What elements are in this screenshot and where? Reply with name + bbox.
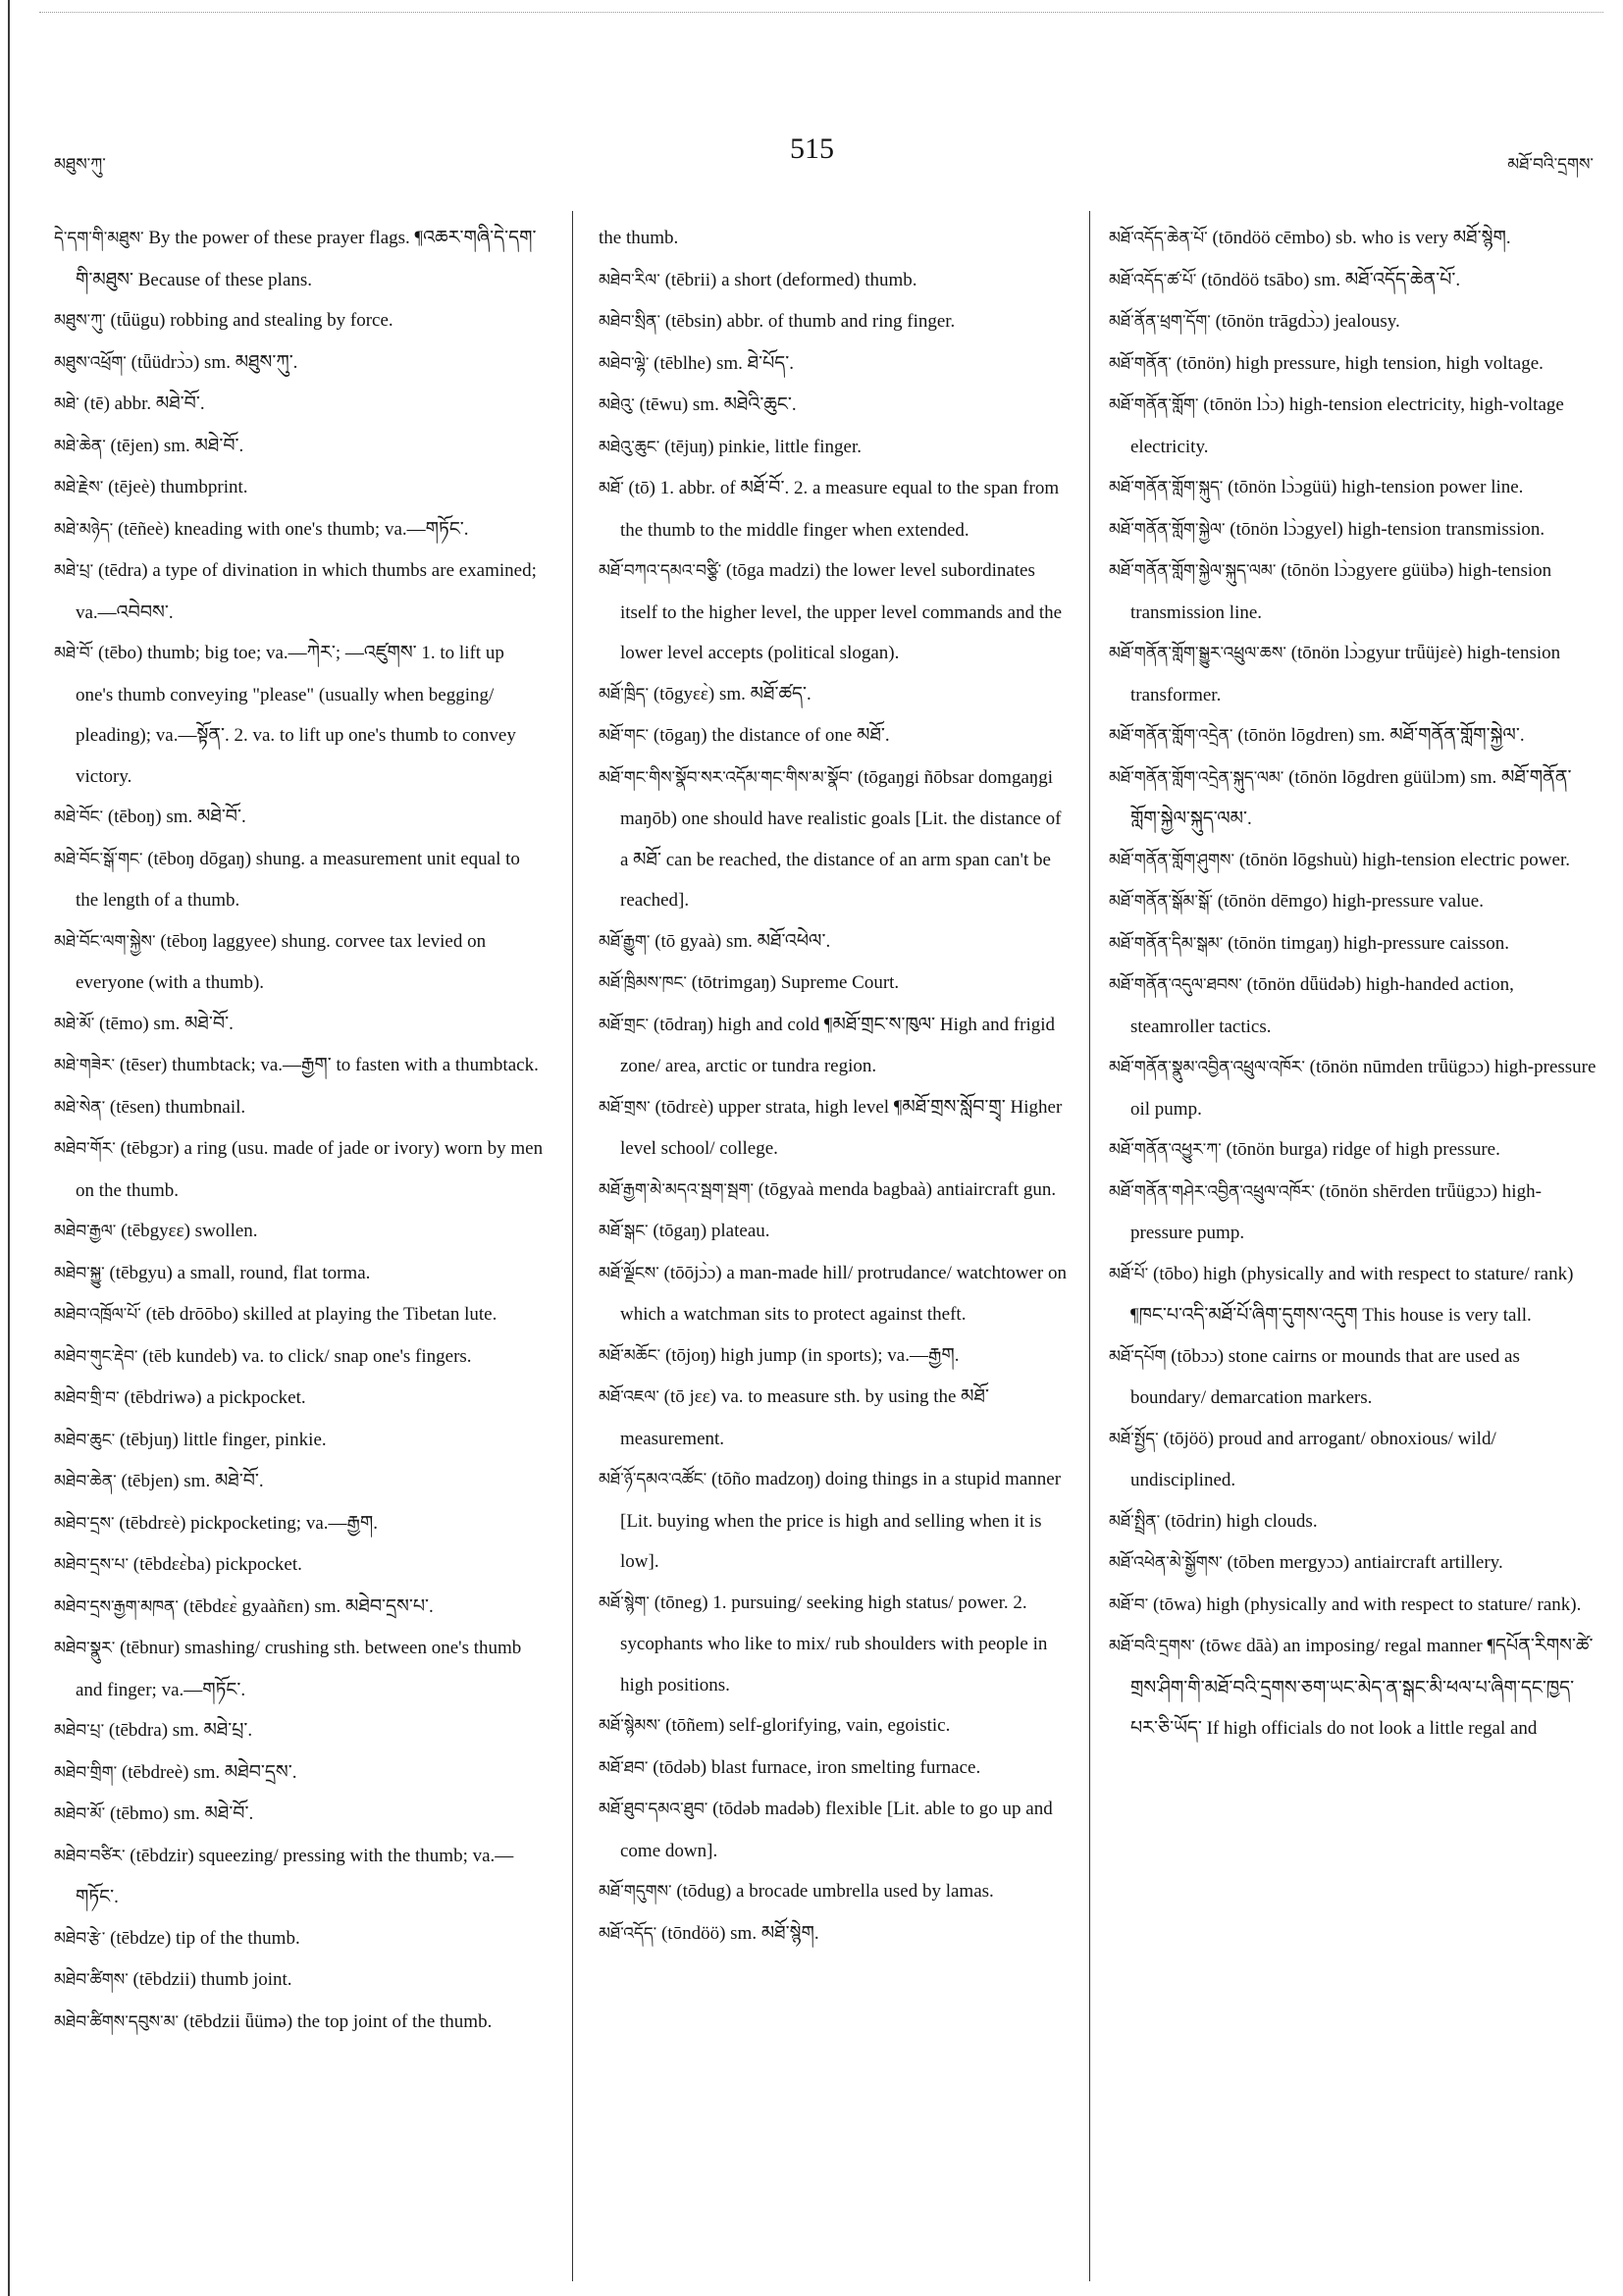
entry-definition: (tō) 1. abbr. of མཐོ་བོ་. 2. a measure equal to the span from the thumb to the middle finger when extended. — [620, 478, 1060, 541]
dictionary-entry — [599, 1211, 1072, 1253]
entry-headword: མཐེ་མཉེད་ — [54, 519, 114, 540]
entry-headword: མཐེབ་དྲས་རྒྱག་མཁན་ — [54, 1596, 179, 1617]
entry-headword: མཐོ་རྒྱུག་ — [599, 931, 651, 952]
entry-definition: (tōdəb madəb) flexible [Lit. able to go up and come down]. — [620, 1799, 1053, 1861]
entry-definition: (tēbdze) tip of the thumb. — [105, 1927, 300, 1949]
entry-definition: (tēbdɛɛ̀ gyaàñɛn) sm. མཐེབ་དྲས་པ་. — [178, 1595, 434, 1617]
dictionary-entry — [54, 550, 545, 633]
entry-headword: མཐེ་བོང་ — [54, 808, 104, 827]
entry-definition: (tōnön) high pressure, high tension, high voltage. — [1172, 352, 1544, 374]
entry-definition: (tēbgyu) a small, round, flat torma. — [104, 1262, 371, 1283]
entry-headword: མཐོ་འཕེན་མེ་སྒྱོགས་ — [1109, 1553, 1223, 1573]
dictionary-entry — [599, 427, 1072, 469]
page-binding-edge — [8, 0, 10, 2296]
entry-definition: (tēsen) thumbnail. — [105, 1096, 246, 1118]
entry-headword: མཐོ་གྲང་ — [599, 1015, 650, 1035]
entry-headword: མཐོ་ཁྲིད་ — [599, 684, 650, 704]
dictionary-entry — [1109, 633, 1599, 715]
entry-definition: (tōgyaà menda bagbaà) antiaircraft gun. — [754, 1178, 1057, 1200]
entry-definition: (tōnön dēmgo) high-pressure value. — [1213, 891, 1484, 912]
dictionary-entry — [54, 1294, 545, 1336]
entry-headword: མཐོ་གནོན་འཕྱུར་ཀ་ — [1109, 1140, 1222, 1160]
dictionary-entry — [599, 1335, 1072, 1378]
dictionary-entry — [54, 1959, 545, 2002]
entry-definition: (tōdrin) high clouds. — [1160, 1510, 1318, 1532]
entry-headword: མཐེབ་པྲ་ — [54, 1721, 105, 1741]
dictionary-entry — [54, 300, 545, 342]
entry-definition: (tōndöö cēmbo) sb. who is very མཐོ་སྙེག. — [1207, 228, 1511, 248]
entry-definition: (tōgaŋ) the distance of one མཐོ་. — [649, 725, 890, 746]
dictionary-entry — [1109, 1254, 1599, 1336]
entry-definition: (tōgyɛɛ̀) sm. མཐོ་ཚད་. — [649, 683, 812, 704]
entry-definition: (tōbɔɔ) stone cairns or mounds that are used as boundary/ demarcation markers. — [1130, 1345, 1520, 1408]
dictionary-entry — [54, 1045, 545, 1087]
entry-headword: མཐེབ་མོ་ — [54, 1804, 106, 1824]
entry-headword: མཐེ་སེན་ — [54, 1097, 106, 1118]
entry-definition: (tōbo) high (physically and with respect to stature/ rank) ¶ཁང་པ་འདི་མཐོ་པོ་ཞིག་དུགས་འདུག This house is very tall. — [1130, 1263, 1574, 1326]
entry-headword: མཐོ་སྙེག་ — [599, 1592, 650, 1613]
entry-headword: མཐོ་སྒང་ — [599, 1222, 649, 1241]
entry-definition: (tōnön timgaŋ) high-pressure caisson. — [1223, 932, 1510, 954]
entry-headword: མཐོ་ནོན་ཕྲག་དོག་ — [1109, 312, 1211, 332]
entry-headword: མཐེབ་ཚིགས་ — [54, 1970, 129, 1990]
dictionary-entry — [599, 1583, 1072, 1706]
dictionary-entry — [54, 426, 545, 468]
dictionary-entry — [54, 1503, 545, 1545]
running-head-left: མཐུས་ཀུ་ — [54, 155, 106, 175]
entry-headword: མཐེའུ་ — [599, 395, 635, 415]
entry-definition: (tōwɛ dāà) an imposing/ regal manner ¶དཔོན་རིགས་ཚེ་གྲས་ཤིག་གི་མཐོ་བའི་དྲགས་ཅག་ཡང་མེད་ན་སྒང་མི་ཕལ་པ་ཞིག་དང་ཁྱད་པར་ཅི་ཡོད་ If high officials do not look a little regal and — [1130, 1636, 1594, 1739]
entry-definition: (tēbnur) smashing/ crushing sth. between one's thumb and finger; va.—གཏོང་. — [76, 1638, 522, 1700]
entry-headword: མཐེབ་བཙིར་ — [54, 1846, 126, 1866]
entry-definition: (tō jɛɛ) va. to measure sth. by using the མཐོ་ measurement. — [620, 1386, 989, 1449]
entry-definition: (tējen) sm. མཐེ་བོ་. — [105, 435, 244, 456]
dictionary-entry — [1109, 301, 1599, 343]
entry-headword: མཐེ་ — [54, 394, 79, 414]
dictionary-entry — [1109, 1172, 1599, 1254]
entry-definition: (tōnön lɔ̀ɔ) high-tension electricity, high-voltage electricity. — [1130, 394, 1564, 457]
entry-definition: (tōgaŋgi ñōbsar domgaŋgi maŋōb) one should have realistic goals [Lit. the distance of a མཐོ་ can be reached, the distance of an arm span can't be reached]. — [620, 766, 1062, 911]
entry-definition: (tēboŋ laggyee) shung. corvee tax levied on everyone (with a thumb). — [76, 930, 487, 993]
entry-headword: མཐོ་ཉོ་དམའ་འཚོང་ — [599, 1470, 707, 1489]
dictionary-entry — [54, 1836, 545, 1918]
entry-definition: (tōnön nūmden trǖügɔɔ) high-pressure oil pump. — [1130, 1057, 1597, 1120]
entry-headword: མཐོ་འདོད་ཆེན་པོ་ — [1109, 229, 1208, 248]
entry-headword: མཐོ་གནོན་གློག་སྐྱེལ་སྐུད་ལམ་ — [1109, 561, 1277, 581]
entry-headword: མཐེབ་ཆུང་ — [54, 1430, 116, 1450]
dictionary-column-3 — [1109, 218, 1599, 2278]
dictionary-entry — [54, 1087, 545, 1129]
dictionary-entry — [1109, 1501, 1599, 1543]
entry-headword: མཐེ་རྗེས་ — [54, 478, 104, 497]
dictionary-entry — [54, 218, 545, 300]
entry-headword: མཐེབ་རྒྱལ་ — [54, 1222, 117, 1241]
dictionary-entry — [1109, 1585, 1599, 1627]
entry-headword: མཐོ་གནོན་འདུལ་ཐབས་ — [1109, 975, 1242, 995]
entry-headword: མཐོ་ལྗོངས་ — [599, 1263, 659, 1283]
dictionary-entry — [1109, 881, 1599, 923]
entry-definition: (tōdug) a brocade umbrella used by lamas. — [671, 1881, 994, 1902]
dictionary-entry — [599, 1005, 1072, 1087]
dictionary-entry — [599, 218, 1072, 260]
entry-definition: (tēser) thumbtack; va.—རྒྱག་ to fasten with a thumbtack. — [115, 1055, 539, 1075]
entry-headword: མཐོ་མཆོང་ — [599, 1345, 661, 1366]
page-number: 515 — [790, 132, 834, 165]
entry-definition: (tēbsin) abbr. of thumb and ring finger. — [660, 311, 956, 332]
dictionary-entry — [1109, 385, 1599, 467]
dictionary-entry — [599, 757, 1072, 921]
entry-definition: (tōnön shērden trǖügɔɔ) high-pressure pump. — [1130, 1180, 1542, 1243]
dictionary-entry — [54, 1336, 545, 1379]
entry-definition: (tōdraŋ) high and cold ¶མཐོ་གྲང་ས་ཁུལ་ High and frigid zone/ area, arctic or tundra region. — [620, 1014, 1056, 1076]
dictionary-entry — [1109, 1129, 1599, 1172]
dictionary-entry — [599, 1705, 1072, 1748]
entry-headword: མཐེ་བོ་ — [54, 644, 94, 663]
entry-headword: མཐུས་འཕྲོག་ — [54, 352, 127, 373]
entry-definition: (tēbdzii) thumb joint. — [128, 1969, 292, 1990]
top-scan-edge — [39, 12, 1603, 13]
entry-headword: མཐོ་གནོན་གློག་སྒྱུར་འཕྲུལ་ཆས་ — [1109, 644, 1286, 663]
dictionary-entry — [599, 1377, 1072, 1459]
dictionary-entry — [599, 1748, 1072, 1790]
entry-definition: (tōnön lɔ̀ɔgüü) high-tension power line. — [1223, 477, 1524, 497]
entry-definition: the thumb. — [599, 228, 679, 248]
dictionary-entry — [54, 1752, 545, 1795]
dictionary-entry — [599, 674, 1072, 716]
entry-headword: མཐེབ་སྣུར་ — [54, 1639, 116, 1658]
entry-definition: (tēb kundeb) va. to click/ snap one's fingers. — [137, 1345, 472, 1367]
entry-definition: (tōdrɛè) upper strata, high level ¶མཐོ་གྲས་སློབ་གྲྭ་ Higher level school/ college. — [620, 1096, 1063, 1159]
entry-definition: (tōndöö) sm. མཐོ་སྙེག. — [656, 1922, 819, 1944]
dictionary-entry — [54, 1461, 545, 1503]
dictionary-entry — [1109, 509, 1599, 551]
dictionary-entry — [1109, 1336, 1599, 1419]
dictionary-entry — [54, 797, 545, 839]
dictionary-entry — [599, 1087, 1072, 1170]
dictionary-column-2 — [599, 218, 1072, 2278]
dictionary-entry — [599, 715, 1072, 757]
entry-definition: (tēb drōōbo) skilled at playing the Tibetan lute. — [140, 1304, 497, 1325]
dictionary-entry — [1109, 1047, 1599, 1129]
dictionary-entry — [54, 1253, 545, 1295]
entry-headword: མཐོ་གང་ — [599, 726, 650, 746]
entry-definition: (tēwu) sm. མཐེའི་ཆུང་. — [634, 394, 797, 415]
entry-headword: མཐེབ་ལྷེ་ — [599, 353, 650, 374]
dictionary-entry — [599, 921, 1072, 964]
entry-headword: མཐེབ་སྐྱུ་ — [54, 1263, 105, 1283]
entry-definition: (tōjoŋ) high jump (in sports); va.—རྒྱག. — [660, 1344, 960, 1366]
dictionary-entry — [54, 1918, 545, 1960]
entry-definition: (tējeè) thumbprint. — [103, 477, 248, 497]
dictionary-entry — [54, 839, 545, 921]
entry-headword: མཐེ་པྲ་ — [54, 561, 94, 581]
entry-headword: མཐུས་ཀུ་ — [54, 311, 106, 331]
dictionary-entry — [54, 1628, 545, 1710]
entry-definition: By the power of these prayer flags. ¶འཆར་གཞི་དེ་དག་གི་མཐུས་ Because of these plans. — [76, 228, 537, 290]
entry-definition: (tōwa) high (physically and with respect to stature/ rank). — [1148, 1593, 1582, 1615]
dictionary-entry — [54, 1544, 545, 1587]
entry-headword: མཐོ་གནོན་གློག་སྐྱེལ་ — [1109, 519, 1226, 540]
entry-headword: མཐེབ་གྲིག་ — [54, 1762, 118, 1783]
dictionary-entry — [599, 260, 1072, 302]
dictionary-entry — [1109, 923, 1599, 965]
entry-headword: མཐེ་བོང་སྒོ་གང་ — [54, 849, 143, 869]
entry-definition: (tōnön dǖüdəb) high-handed action, steamroller tactics. — [1130, 974, 1514, 1037]
dictionary-entry — [599, 301, 1072, 343]
dictionary-entry — [599, 1459, 1072, 1583]
entry-definition: (tēbgyɛɛ) swollen. — [116, 1221, 258, 1241]
dictionary-entry — [1109, 715, 1599, 757]
dictionary-entry — [54, 384, 545, 426]
entry-definition: (tēboŋ dōgaŋ) shung. a measurement unit equal to the length of a thumb. — [76, 848, 520, 911]
entry-headword: མཐེབ་དྲས་ — [54, 1513, 115, 1534]
entry-headword: མཐོ་བཀའ་དམའ་བཙྩི་ — [599, 561, 722, 581]
dictionary-entry — [54, 2002, 545, 2044]
entry-headword: མཐེ་ཆེན་ — [54, 436, 106, 456]
entry-headword: མཐེབ་གྲི་བ་ — [54, 1388, 120, 1408]
entry-definition: (tēbjuŋ) little finger, pinkie. — [115, 1429, 327, 1450]
dictionary-entry — [1109, 1626, 1599, 1749]
dictionary-entry — [1109, 260, 1599, 302]
entry-definition: (tōnön lɔ̀ɔgyel) high-tension transmission. — [1225, 518, 1545, 540]
entry-definition: (tōben mergyɔɔ) antiaircraft artillery. — [1222, 1552, 1503, 1573]
entry-definition: (tōndöö tsābo) sm. མཐོ་འདོད་ཆེན་པོ་. — [1196, 269, 1461, 290]
entry-headword: མཐོ་གནོན་གློག་ — [1109, 395, 1199, 415]
column-divider-1 — [572, 211, 573, 2281]
entry-headword: མཐོ་གནོན་སྒོམ་སྒོ་ — [1109, 892, 1214, 912]
entry-definition: (tōōjɔ̀ɔ) a man-made hill/ protrudance/ watchtower on which a watchman sits to protect against theft. — [620, 1262, 1067, 1325]
entry-definition: (tōga madzi) the lower level subordinates itself to the higher level, the upper level commands and the lower level accepts (political slogan). — [620, 560, 1063, 663]
entry-headword: མཐོ་བའི་དྲགས་ — [1109, 1637, 1195, 1656]
entry-headword: མཐོ་སྤྲིན་ — [1109, 1511, 1161, 1532]
entry-definition: (tōnön lɔ̀ɔgyere güübə) high-tension transmission line. — [1130, 560, 1552, 623]
entry-headword: མཐོ་གནོན་སྣུམ་འབྱིན་འཕྲུལ་འཁོར་ — [1109, 1058, 1305, 1077]
entry-headword: མཐོ་གནོན་དིམ་སྒམ་ — [1109, 933, 1224, 954]
dictionary-entry — [599, 1913, 1072, 1956]
entry-definition: (tō gyaà) sm. མཐོ་འཕེལ་. — [650, 930, 831, 952]
dictionary-entry — [599, 1253, 1072, 1335]
entry-headword: མཐེབ་གོར་ — [54, 1139, 116, 1159]
entry-headword: མཐེབ་དྲས་པ་ — [54, 1555, 130, 1575]
entry-headword: མཐོ་ — [599, 479, 624, 498]
dictionary-entry — [1109, 218, 1599, 260]
dictionary-entry — [599, 1871, 1072, 1913]
entry-definition: (tōnön trāgdɔ̀ɔ) jealousy. — [1210, 311, 1400, 332]
entry-headword: མཐོ་གནོན་གཤེར་འབྱིན་འཕྲུལ་འཁོར་ — [1109, 1181, 1315, 1202]
entry-definition: (tēdra) a type of divination in which thumbs are examined; va.—འབེབས་. — [76, 560, 537, 623]
entry-definition: (tējuŋ) pinkie, little finger. — [659, 436, 862, 457]
dictionary-entry — [54, 1378, 545, 1420]
dictionary-entry — [599, 385, 1072, 427]
entry-headword: མཐེབ་གུང་རྡེབ་ — [54, 1346, 138, 1367]
entry-definition: (tōnön lōgshuù) high-tension electric power. — [1234, 849, 1570, 870]
entry-definition: (tēbmo) sm. མཐེ་བོ་. — [105, 1803, 254, 1824]
entry-headword: མཐོ་གནོན་གློག་འདྲེན་ — [1109, 726, 1233, 746]
entry-headword: མཐོ་འདོད་ཚ་པོ་ — [1109, 270, 1197, 290]
entry-definition: (tēbgɔr) a ring (usu. made of jade or ivory) worn by men on the thumb. — [76, 1138, 544, 1201]
dictionary-entry — [1109, 1542, 1599, 1585]
entry-definition: (tōnön lɔ̀ɔgyur trǖüjɛè) high-tension transformer. — [1130, 643, 1561, 705]
entry-headword: མཐེབ་འཁྲོལ་པོ་ — [54, 1305, 141, 1325]
entry-headword: མཐེ་བོང་ལག་སྐྱེས་ — [54, 931, 156, 952]
entry-definition: (tēbdreè) sm. མཐེབ་དྲས་. — [117, 1761, 297, 1783]
dictionary-entry — [54, 342, 545, 385]
entry-headword: མཐོ་འཇལ་ — [599, 1387, 659, 1407]
dictionary-entry — [54, 1794, 545, 1836]
entry-headword: མཐོ་གནོན་ — [1109, 353, 1172, 374]
column-divider-2 — [1089, 211, 1090, 2281]
entry-headword: མཐོ་སྤྱོད་ — [1109, 1429, 1159, 1449]
dictionary-entry — [54, 1128, 545, 1211]
entry-definition: (tēmo) sm. མཐེ་བོ་. — [94, 1013, 234, 1034]
entry-headword: མཐོ་གང་གིས་སྣོབ་སར་འདོམ་གང་གིས་མ་སྣོབ་ — [599, 767, 854, 788]
dictionary-entry — [599, 1170, 1072, 1212]
entry-headword: མཐོ་གནོན་གློག་སྐུད་ — [1109, 478, 1224, 497]
dictionary-entry — [599, 550, 1072, 674]
entry-definition: (tēbjen) sm. མཐེ་བོ་. — [116, 1471, 264, 1491]
entry-headword: མཐོ་པོ་ — [1109, 1264, 1149, 1284]
entry-definition: (tēbrii) a short (deformed) thumb. — [659, 269, 917, 290]
entry-definition: (tēbdrɛè) pickpocketing; va.—རྒྱག. — [114, 1512, 379, 1534]
entry-headword: མཐོ་གནོན་གློག་ཤུགས་ — [1109, 850, 1235, 870]
entry-definition: (tēbdriwə) a pickpocket. — [119, 1387, 306, 1408]
dictionary-entry — [599, 468, 1072, 550]
entry-definition: (tōdəb) blast furnace, iron smelting furnace. — [648, 1756, 981, 1778]
entry-definition: (tōnön burga) ridge of high pressure. — [1221, 1139, 1500, 1160]
entry-definition: (tōnön lōgdren güülɔm) sm. མཐོ་གནོན་གློག་སྐྱེལ་སྐུད་ལམ་. — [1130, 766, 1572, 829]
dictionary-entry — [54, 1710, 545, 1752]
running-head-right: མཐོ་བའི་དྲགས་ — [1507, 155, 1594, 175]
dictionary-entry — [54, 1211, 545, 1253]
entry-headword: མཐེའུ་ཆུང་ — [599, 437, 660, 457]
entry-headword: མཐེབ་ཚིགས་དབུས་མ་ — [54, 2011, 180, 2032]
dictionary-entry — [1109, 757, 1599, 840]
entry-headword: མཐེ་མོ་ — [54, 1014, 95, 1034]
entry-definition: (tēblhe) sm. ཐེ་པོད་. — [649, 352, 795, 374]
entry-headword: མཐོ་ཐུབ་དམའ་ཐུབ་ — [599, 1800, 708, 1819]
entry-headword: མཐེབ་རིལ་ — [599, 270, 660, 290]
dictionary-entry — [54, 1420, 545, 1462]
entry-definition: (tōñem) self-glorifying, vain, egoistic. — [660, 1715, 951, 1736]
dictionary-entry — [54, 509, 545, 551]
entry-headword: མཐོ་གྲས་ — [599, 1097, 651, 1118]
entry-headword: མཐོ་རྒྱག་མེ་མདའ་སྦག་སྦག་ — [599, 1179, 755, 1200]
dictionary-entry — [1109, 467, 1599, 509]
entry-headword: མཐེབ་ཆེན་ — [54, 1472, 117, 1491]
dictionary-entry — [54, 467, 545, 509]
entry-headword: དེ་དག་གི་མཐུས་ — [54, 229, 144, 248]
entry-definition: (tēñeè) kneading with one's thumb; va.—གཏོང་. — [113, 518, 469, 540]
dictionary-entry — [54, 1004, 545, 1046]
entry-definition: (tōjöö) proud and arrogant/ obnoxious/ wild/ undisciplined. — [1130, 1428, 1496, 1490]
entry-headword: མཐེ་གཟེར་ — [54, 1056, 116, 1075]
entry-headword: མཐོ་ཐབ་ — [599, 1757, 649, 1778]
dictionary-entry — [1109, 965, 1599, 1047]
entry-headword: མཐོ་གནོན་གློག་འདྲེན་སྐུད་ལམ་ — [1109, 767, 1284, 788]
entry-definition: (tēbdzii ǖümə) the top joint of the thumb. — [179, 2010, 493, 2032]
entry-definition: (tǖügu) robbing and stealing by force. — [105, 310, 393, 331]
dictionary-entry — [54, 921, 545, 1004]
entry-definition: (tōtrimgaŋ) Supreme Court. — [686, 972, 900, 993]
dictionary-entry — [54, 1587, 545, 1629]
entry-definition: (tēboŋ) sm. མཐེ་བོ་. — [103, 807, 246, 827]
dictionary-entry — [599, 343, 1072, 386]
entry-definition: (tēbo) thumb; big toe; va.—ཀེར་; —འཛུགས་ 1. to lift up one's thumb conveying "please" (usually when begging/ pleading); va.—སྟོན་. 2. va. to lift up one's thumb to convey victory. — [76, 643, 516, 787]
entry-headword: མཐོ་གདུགས་ — [599, 1882, 672, 1902]
entry-definition: (tōgaŋ) plateau. — [648, 1221, 770, 1241]
dictionary-entry — [54, 633, 545, 797]
entry-definition: (tēbdɛɛ̀ba) pickpocket. — [129, 1554, 302, 1575]
dictionary-entry — [599, 1789, 1072, 1871]
dictionary-entry — [1109, 550, 1599, 633]
entry-headword: མཐོ་སྙེམས་ — [599, 1716, 661, 1736]
dictionary-entry — [1109, 1419, 1599, 1501]
dictionary-entry — [599, 963, 1072, 1005]
entry-headword: མཐེབ་སྲིན་ — [599, 312, 661, 332]
entry-definition: (tē) abbr. མཐེ་བོ་. — [79, 393, 205, 414]
entry-definition: (tǖüdrɔ̀ɔ) sm. མཐུས་ཀུ་. — [126, 351, 298, 373]
entry-definition: (tēbdzir) squeezing/ pressing with the thumb; va.—གཏོང་. — [76, 1845, 514, 1907]
entry-definition: (tōneg) 1. pursuing/ seeking high status/ power. 2. sycophants who like to mix/ rub shoulders with people in high positions. — [620, 1592, 1048, 1696]
entry-headword: མཐོ་ཁྲིམས་ཁང་ — [599, 973, 687, 993]
entry-headword: མཐེབ་རྩེ་ — [54, 1928, 106, 1949]
dictionary-entry — [1109, 840, 1599, 882]
dictionary-entry — [1109, 343, 1599, 386]
dictionary-column-1 — [54, 218, 545, 2278]
entry-definition: (tōnön lōgdren) sm. མཐོ་གནོན་གློག་སྐྱེལ་. — [1232, 725, 1525, 746]
entry-definition: (tōño madzoŋ) doing things in a stupid manner [Lit. buying when the price is high and selling when it is low]. — [620, 1469, 1062, 1572]
entry-definition: (tēbdra) sm. མཐེ་པྲ་. — [104, 1720, 253, 1741]
entry-headword: མཐོ་དཔོག — [1109, 1346, 1167, 1367]
entry-headword: མཐོ་འདོད་ — [599, 1923, 657, 1944]
entry-headword: མཐོ་བ་ — [1109, 1594, 1149, 1615]
